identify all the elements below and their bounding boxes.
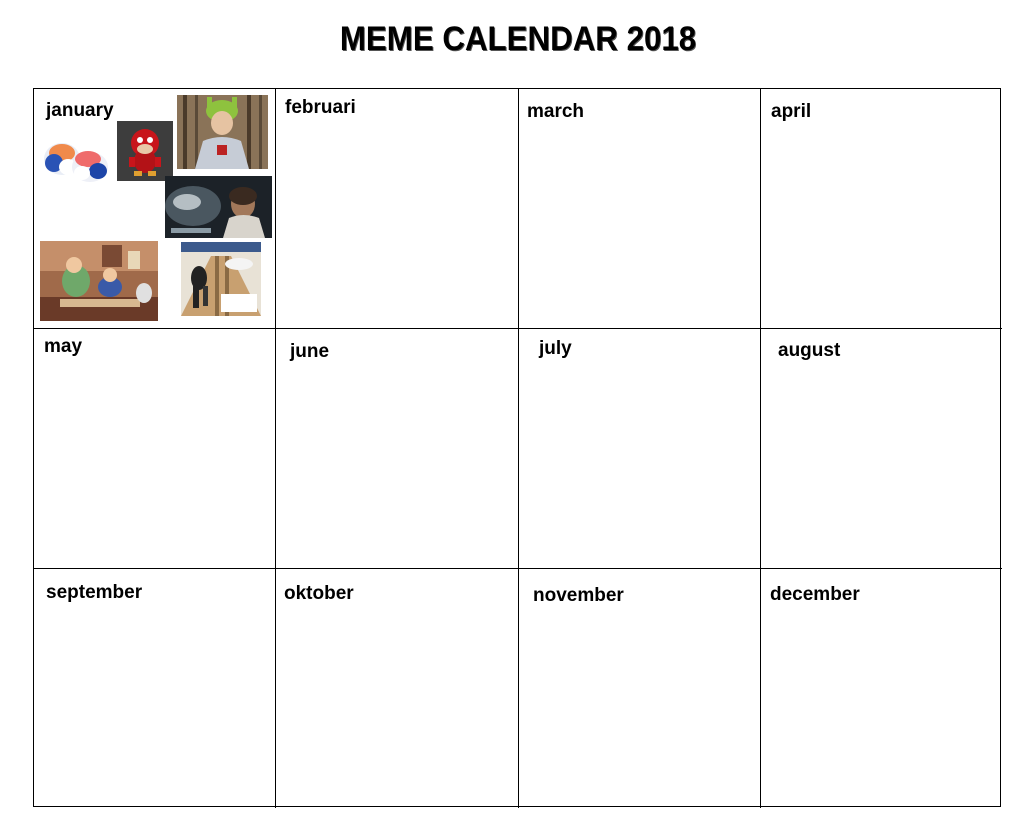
month-cell-september [34, 569, 276, 808]
calendar-grid [33, 88, 1001, 807]
month-label-january: january [46, 100, 114, 121]
month-label-september: september [46, 582, 143, 603]
month-label-may: may [44, 336, 83, 357]
month-cell-may [34, 329, 276, 569]
month-cell-january [34, 89, 276, 329]
month-cell-july [519, 329, 761, 569]
month-label-april: april [771, 101, 812, 122]
ugandan-knuckles-image [117, 121, 173, 181]
tide-pods-image [40, 123, 112, 185]
month-label-februari: februari [285, 97, 356, 118]
month-cell-april [761, 89, 1002, 329]
cartoon-scene-image [40, 241, 158, 321]
month-label-july: july [539, 338, 572, 359]
month-label-november: november [533, 585, 624, 606]
page-title: MEME CALENDAR 2018 [339, 20, 697, 58]
month-cell-oktober [276, 569, 519, 808]
month-label-june: june [290, 341, 330, 362]
month-label-oktober: oktober [284, 583, 354, 604]
logan-paul-image [177, 95, 268, 169]
month-cell-march [519, 89, 761, 329]
month-cell-december [761, 569, 1002, 808]
movie-scene-image [165, 176, 272, 238]
month-label-august: august [778, 340, 841, 361]
month-label-march: march [527, 101, 585, 122]
month-cell-august [761, 329, 1002, 569]
month-cell-june [276, 329, 519, 569]
bowling-image [181, 242, 261, 316]
month-cell-februari [276, 89, 519, 329]
month-label-december: december [770, 584, 860, 605]
month-cell-november [519, 569, 761, 808]
